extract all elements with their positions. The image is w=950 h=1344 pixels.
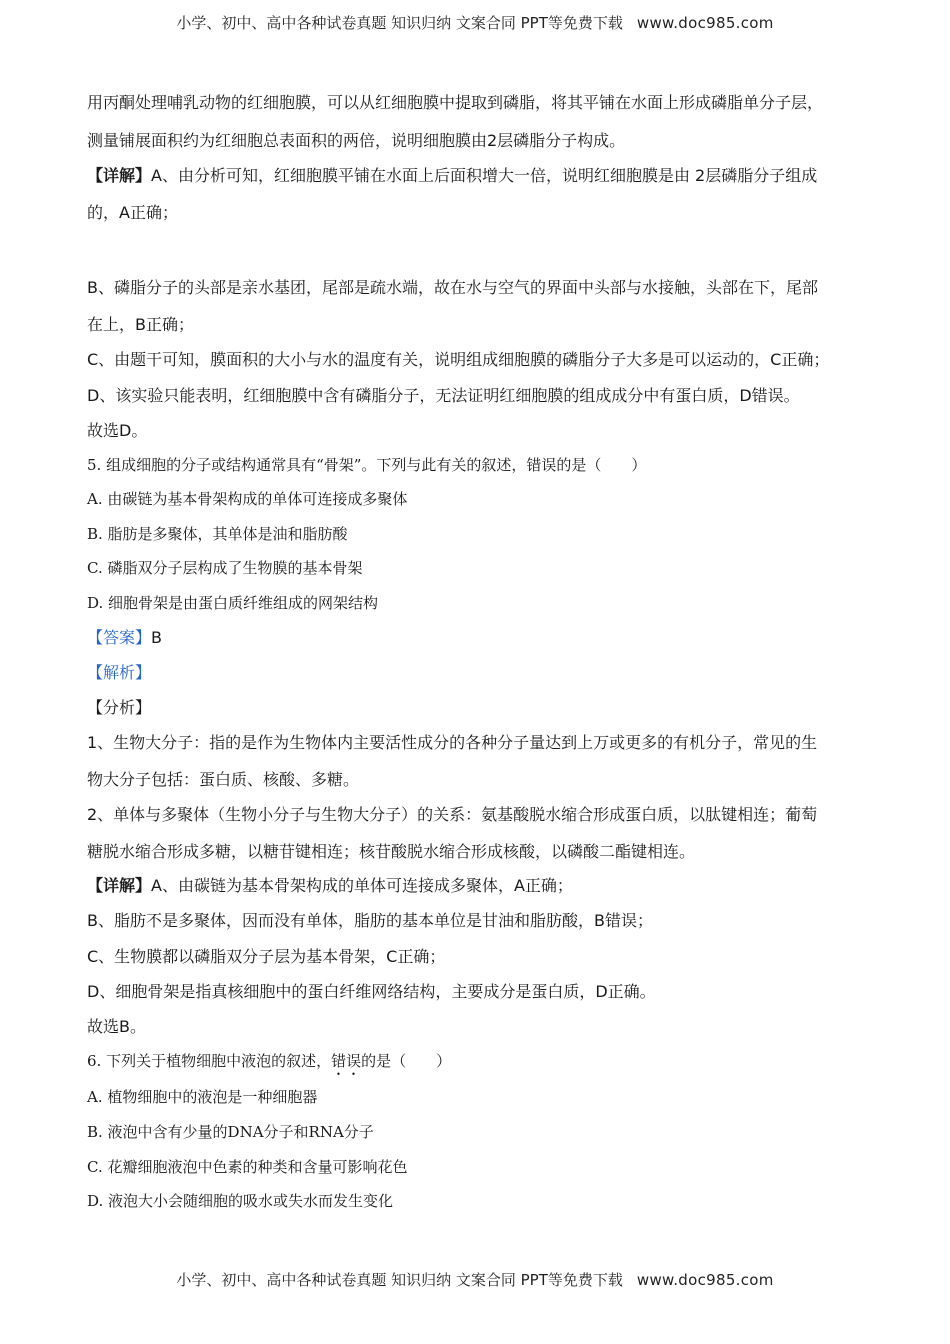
q5-jiexi-tag: 【解析】 — [87, 663, 152, 682]
q5-detail-d: D、细胞骨架是指真核细胞中的蛋白纤维网络结构，主要成分是蛋白质，D正确。 — [87, 982, 656, 1001]
q5-answer — [87, 625, 877, 648]
q5-analysis-2-line-2: 糖脱水缩合形成多糖，以糖苷键相连；核苷酸脱水缩合形成核酸，以磷酸二酯键相连。 — [87, 842, 696, 861]
header-banner — [0, 12, 950, 33]
detail-tag: 【详解】 — [87, 876, 152, 895]
q5-option-d: D. 细胞骨架是由蛋白质纤维组成的网架结构 — [87, 594, 379, 612]
prev-conclusion: 故选D。 — [87, 421, 148, 440]
footer-banner-url[interactable]: www.doc985.com — [636, 1271, 774, 1289]
prev-analysis-line-1: 用丙酮处理哺乳动物的红细胞膜，可以从红细胞膜中提取到磷脂，将其平铺在水面上形成磷脂单分子层， — [87, 93, 824, 112]
prev-detail-b-line-1: B、磷脂分子的头部是亲水基团，尾部是疏水端，故在水与空气的界面中头部与水接触，头部在下，尾部 — [87, 278, 818, 297]
prev-analysis-line-2: 测量铺展面积约为红细胞总表面积的两倍，说明细胞膜由2层磷脂分子构成。 — [87, 131, 626, 150]
prev-detail-d: D、该实验只能表明，红细胞膜中含有磷脂分子，无法证明红细胞膜的组成成分中有蛋白质，D错误。 — [87, 386, 800, 405]
q5-analysis-1-line-2: 物大分子包括：蛋白质、核酸、多糖。 — [87, 770, 360, 789]
prev-detail-a-line-1 — [87, 163, 877, 186]
prev-detail-c: C、由题干可知，膜面积的大小与水的温度有关，说明组成细胞膜的磷脂分子大多是可以运动的，C正确； — [87, 350, 830, 369]
q5-option-b: B. 脂肪是多聚体，其单体是油和脂肪酸 — [87, 525, 348, 543]
q5-conclusion: 故选B。 — [87, 1017, 146, 1036]
prev-detail-a-line-2: 的，A正确； — [87, 203, 178, 222]
q5-option-c: C. 磷脂双分子层构成了生物膜的基本骨架 — [87, 559, 363, 577]
q5-analysis-2-line-1: 2、单体与多聚体（生物小分子与生物大分子）的关系：氨基酸脱水缩合形成蛋白质，以肽键相连；葡萄 — [87, 805, 818, 824]
footer-banner-text: 小学、初中、高中各种试卷真题 知识归纳 文案合同 PPT等免费下载 — [176, 1271, 623, 1289]
detail-tag: 【详解】 — [87, 166, 152, 185]
header-banner-text: 小学、初中、高中各种试卷真题 知识归纳 文案合同 PPT等免费下载 — [176, 14, 623, 32]
q6-stem-emphasis: 错误 — [331, 1052, 362, 1070]
q5-detail-a — [87, 873, 877, 896]
q5-stem: 5. 组成细胞的分子或结构通常具有“骨架”。下列与此有关的叙述，错误的是（ ） — [87, 456, 647, 474]
q5-option-a: A. 由碳链为基本骨架构成的单体可连接成多聚体 — [87, 490, 408, 508]
header-banner-url[interactable]: www.doc985.com — [636, 14, 774, 32]
q5-fenxi-tag: 【分析】 — [87, 698, 152, 717]
q6-stem — [87, 1050, 877, 1079]
q5-detail-c: C、生物膜都以磷脂双分子层为基本骨架，C正确； — [87, 947, 446, 966]
answer-tag: 【答案】 — [87, 628, 152, 647]
q6-option-d: D. 液泡大小会随细胞的吸水或失水而发生变化 — [87, 1192, 394, 1210]
q6-option-a: A. 植物细胞中的液泡是一种细胞器 — [87, 1088, 318, 1106]
footer-banner — [0, 1269, 950, 1290]
q5-analysis-1-line-1: 1、生物大分子：指的是作为生物体内主要活性成分的各种分子量达到上万或更多的有机分子，常见的生 — [87, 733, 818, 752]
q5-detail-a-text: A、由碳链为基本骨架构成的单体可连接成多聚体，A正确； — [151, 876, 573, 895]
prev-detail-a-text: A、由分析可知，红细胞膜平铺在水面上后面积增大一倍，说明红细胞膜是由 2层磷脂分子组成 — [151, 166, 818, 185]
answer-value: B — [151, 628, 162, 647]
q5-detail-b: B、脂肪不是多聚体，因而没有单体，脂肪的基本单位是甘油和脂肪酸，B错误； — [87, 911, 653, 930]
q6-stem-suffix: 的是（ ） — [361, 1052, 452, 1070]
q6-stem-prefix: 6. 下列关于植物细胞中液泡的叙述， — [87, 1052, 332, 1070]
prev-detail-b-line-2: 在上，B正确； — [87, 315, 194, 334]
q6-option-b: B. 液泡中含有少量的DNA分子和RNA分子 — [87, 1123, 374, 1141]
q6-option-c: C. 花瓣细胞液泡中色素的种类和含量可影响花色 — [87, 1158, 408, 1176]
